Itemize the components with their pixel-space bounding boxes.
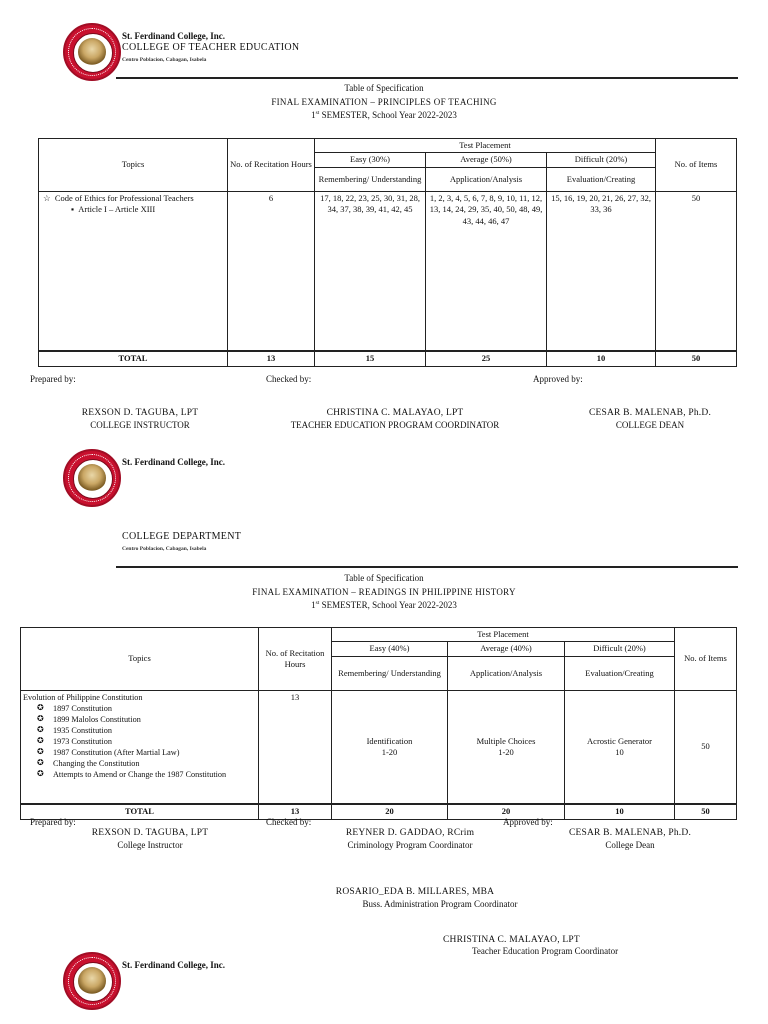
total-label: TOTAL xyxy=(39,351,228,366)
bullet-icon: ✪ xyxy=(37,736,44,746)
header-recitation-hours: No. of Recitation Hours xyxy=(259,628,332,691)
semester-line: 1st SEMESTER, School Year 2022-2023 xyxy=(311,600,457,610)
no-of-items-cell: 50 xyxy=(675,690,737,804)
tos-title: Table of Specification xyxy=(344,83,424,93)
header-difficult: Difficult (20%) xyxy=(565,642,675,656)
average-items-cell: 1, 2, 3, 4, 5, 6, 7, 8, 9, 10, 11, 12, 13, 14, 24, 29, 35, 40, 50, 48, 49, 43, 44, 46, 47 xyxy=(426,191,547,351)
total-easy: 15 xyxy=(315,351,426,366)
prepared-by-title: COLLEGE INSTRUCTOR xyxy=(90,420,190,430)
prepared-by-name: REXSON D. TAGUBA, LPT xyxy=(81,408,199,418)
easy-items-cell: 17, 18, 22, 23, 25, 30, 31, 28, 34, 37, 38, 39, 41, 42, 45 xyxy=(315,191,426,351)
college-name: St. Ferdinand College, Inc. xyxy=(122,960,226,970)
list-item: ✪ 1973 Constitution xyxy=(37,736,112,747)
header-average-sub: Application/Analysis xyxy=(448,656,565,690)
header-easy: Easy (30%) xyxy=(315,153,426,167)
total-easy: 20 xyxy=(332,804,448,819)
exam-subtitle: FINAL EXAMINATION – PRINCIPLES OF TEACHING xyxy=(271,97,497,107)
easy-items-cell: Identification 1-20 xyxy=(332,690,448,804)
prepared-by-name: REXSON D. TAGUBA, LPT xyxy=(91,828,209,838)
college-name: St. Ferdinand College, Inc. xyxy=(122,31,226,41)
checked-by-title: Criminology Program Coordinator xyxy=(347,840,473,850)
header-test-placement: Test Placement xyxy=(315,139,656,153)
bullet-icon: ✪ xyxy=(37,703,44,712)
header-average: Average (50%) xyxy=(426,153,547,167)
bullet-icon: ✪ xyxy=(37,758,44,768)
difficult-items-cell: 15, 16, 19, 20, 21, 26, 27, 32, 33, 36 xyxy=(547,191,656,351)
exam-subtitle: FINAL EXAMINATION – READINGS IN PHILIPPINE HISTORY xyxy=(252,587,516,597)
checked-by-title: TEACHER EDUCATION PROGRAM COORDINATOR xyxy=(290,420,500,430)
total-average: 20 xyxy=(448,804,565,819)
department-name: COLLEGE OF TEACHER EDUCATION xyxy=(122,42,300,53)
difficult-items-cell: Acrostic Generator 10 xyxy=(565,690,675,804)
tos-table-principles xyxy=(38,138,737,367)
college-address: Centro Poblacion, Cabagan, Isabela xyxy=(122,546,207,552)
approved-by-name: CESAR B. MALENAB, Ph.D. xyxy=(588,408,712,418)
table-row xyxy=(39,191,737,351)
teacher-ed-coordinator-name: CHRISTINA C. MALAYAO, LPT xyxy=(443,935,580,945)
total-label: TOTAL xyxy=(21,804,259,819)
total-row xyxy=(39,351,737,366)
header-divider xyxy=(116,566,738,568)
header-test-placement: Test Placement xyxy=(332,628,675,642)
topic-cell: ☆ Code of Ethics for Professional Teachers ▪ Article I – Article XIII xyxy=(39,191,228,351)
recitation-hours-cell: 6 xyxy=(228,191,315,351)
header-difficult: Difficult (20%) xyxy=(547,153,656,167)
bsba-coordinator-title: Buss. Administration Program Coordinator xyxy=(362,899,518,909)
bullet-icon: ✪ xyxy=(37,714,44,724)
header-easy: Easy (40%) xyxy=(332,642,448,656)
total-average: 25 xyxy=(426,351,547,366)
header-easy-sub: Remembering/ Understanding xyxy=(332,656,448,690)
header-difficult-sub: Evaluation/Creating xyxy=(547,167,656,191)
average-items-cell: Multiple Choices 1-20 xyxy=(448,690,565,804)
approved-by-label: Approved by: xyxy=(533,374,583,384)
recitation-hours-cell: 13 xyxy=(259,690,332,804)
total-difficult: 10 xyxy=(565,804,675,819)
bullet-icon: ✪ xyxy=(37,725,44,735)
list-item: ✪ 1897 Constitution xyxy=(37,703,112,713)
tos-table-philippine-history xyxy=(20,627,737,820)
topic-cell: Evolution of Philippine Constitution ✪ 1897 Constitution ✪ 1899 Malolos Constitution ✪ 1935 Constitution ✪ 1973 Constitution ✪ 1987 Constitution (After Martial Law) ✪ Changing the Constitution ✪ Attempts to Amend or Change the 1987 Constitution xyxy=(21,690,259,804)
bullet-icon: ▪ xyxy=(71,204,75,215)
list-item: ✪ Changing the Constitution xyxy=(37,758,140,769)
semester-line: 1st SEMESTER, School Year 2022-2023 xyxy=(311,110,457,120)
checked-by-name: REYNER D. GADDAO, RCrim xyxy=(345,828,475,838)
approved-by-name: CESAR B. MALENAB, Ph.D. xyxy=(568,828,692,838)
total-row xyxy=(21,804,737,819)
approved-by-title: College Dean xyxy=(605,840,655,850)
bullet-icon: ✪ xyxy=(37,769,44,779)
no-of-items-cell: 50 xyxy=(656,191,737,351)
tos-title: Table of Specification xyxy=(344,573,424,583)
header-topics: Topics xyxy=(21,628,259,691)
total-items: 50 xyxy=(656,351,737,366)
prepared-by-title: College Instructor xyxy=(117,840,183,850)
header-topics: Topics xyxy=(39,139,228,192)
checked-by-name: CHRISTINA C. MALAYAO, LPT xyxy=(326,408,464,418)
total-items: 50 xyxy=(675,804,737,819)
list-item: ✪ 1935 Constitution xyxy=(37,725,112,736)
header-divider xyxy=(116,77,738,79)
list-item: ✪ Attempts to Amend or Change the 1987 Constitution xyxy=(37,769,227,780)
star-icon: ☆ xyxy=(43,192,51,203)
constitution-topic-list xyxy=(23,703,256,780)
bullet-icon: ✪ xyxy=(37,747,44,757)
prepared-by-label: Prepared by: xyxy=(30,374,76,384)
checked-by-label: Checked by: xyxy=(266,374,312,384)
header-no-of-items: No. of Items xyxy=(675,628,737,691)
college-seal-logo xyxy=(63,449,121,507)
total-hours: 13 xyxy=(228,351,315,366)
bsba-coordinator-name: ROSARIO_EDA B. MILLARES, MBA xyxy=(335,887,495,897)
total-hours: 13 xyxy=(259,804,332,819)
header-recitation-hours: No. of Recitation Hours xyxy=(228,139,315,192)
list-item: ✪ 1987 Constitution (After Martial Law) xyxy=(37,747,180,758)
list-item: ✪ 1899 Malolos Constitution xyxy=(37,714,141,725)
checked-by-label: Checked by: xyxy=(266,817,312,827)
header-difficult-sub: Evaluation/Creating xyxy=(565,656,675,690)
total-difficult: 10 xyxy=(547,351,656,366)
college-seal-logo xyxy=(63,952,121,1010)
department-name: COLLEGE DEPARTMENT xyxy=(122,531,242,542)
header-average-sub: Application/Analysis xyxy=(426,167,547,191)
college-seal-logo xyxy=(63,23,121,81)
header-no-of-items: No. of Items xyxy=(656,139,737,192)
college-address: Centro Poblacion, Cabagan, Isabela xyxy=(122,57,207,63)
table-row xyxy=(21,690,737,804)
approved-by-title: COLLEGE DEAN xyxy=(615,420,685,430)
prepared-by-label: Prepared by: xyxy=(30,817,76,827)
approved-by-label: Approved by: xyxy=(503,817,553,827)
header-easy-sub: Remembering/ Understanding xyxy=(315,167,426,191)
teacher-ed-coordinator-title: Teacher Education Program Coordinator xyxy=(472,946,619,956)
college-name: St. Ferdinand College, Inc. xyxy=(122,457,226,467)
header-average: Average (40%) xyxy=(448,642,565,656)
